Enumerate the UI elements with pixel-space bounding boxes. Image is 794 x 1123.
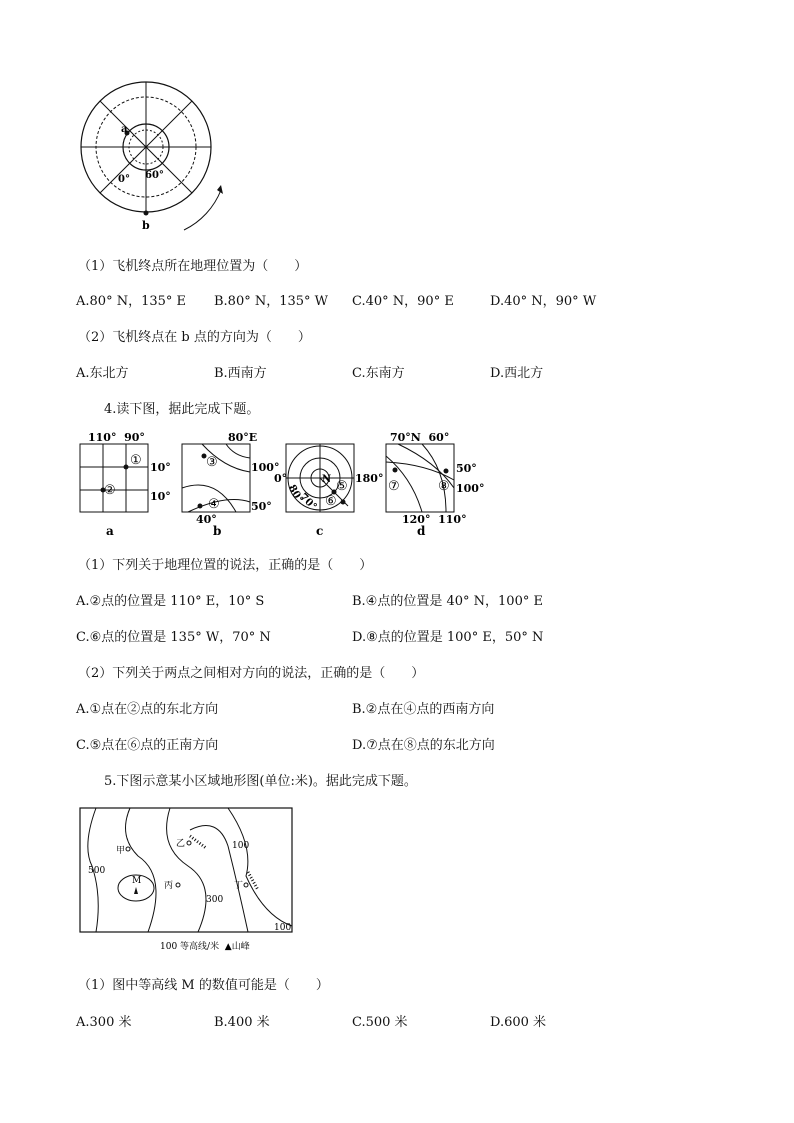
fig-a-r1: 10° <box>150 461 171 474</box>
q4-sub1-opt-c: C.⑥点的位置是 135° W，70° N <box>76 630 271 645</box>
fig-b-top: 80°E <box>228 431 258 444</box>
q3-sub2: （2）飞机终点在 b 点的方向为（ ） <box>78 330 311 345</box>
fig-a-p1: ① <box>130 453 142 468</box>
q4-sub2: （2）下列关于两点之间相对方向的说法，正确的是（ ） <box>78 666 425 681</box>
map-legend: 100 等高线/米 ▲山峰 <box>160 942 250 952</box>
contour-map <box>78 806 298 954</box>
fig-b-r2: 50° <box>251 500 272 513</box>
fig-c-left: 0° <box>274 472 288 485</box>
label-b: b <box>142 219 150 232</box>
fig-b-p3: ③ <box>206 455 218 470</box>
map-v300: 300 <box>206 895 224 905</box>
fig-d-r2: 100° <box>456 482 485 495</box>
q4-sub1-opt-d: D.⑧点的位置是 100° E，50° N <box>352 630 544 645</box>
map-v100a: 100 <box>232 841 250 851</box>
fig-b-p4: ④ <box>208 497 220 512</box>
q3-sub1-opt-c: C.40° N，90° E <box>352 294 454 309</box>
fig-a-p2: ② <box>104 483 116 498</box>
q4-stem: 4.读下图，据此完成下题。 <box>104 402 260 417</box>
q4-figures <box>76 428 486 540</box>
q5-sub1-opt-b: B.400 米 <box>214 1015 270 1030</box>
fig-a-caption: a <box>106 524 114 538</box>
fig-a-top: 110° 90° <box>88 431 145 444</box>
polar-figure <box>76 80 226 240</box>
q3-sub1-opt-b: B.80° N，135° W <box>214 294 329 309</box>
map-ding: 丁 <box>234 881 244 891</box>
q3-sub1: （1）飞机终点所在地理位置为（ ） <box>78 259 308 274</box>
q4-sub1-opt-b: B.④点的位置是 40° N，100° E <box>352 594 543 609</box>
q4-sub2-opt-d: D.⑦点在⑧点的东北方向 <box>352 738 495 753</box>
fig-d-top: 70°N 60° <box>390 431 450 444</box>
q4-sub2-opt-b: B.②点在④点的西南方向 <box>352 702 495 717</box>
fig-c-right: 180° <box>355 472 384 485</box>
q4-sub1-opt-a: A.②点的位置是 110° E，10° S <box>76 594 265 609</box>
q3-sub1-opt-d: D.40° N，90° W <box>490 294 597 309</box>
fig-c-p6: ⑥ <box>325 494 337 509</box>
map-v100b: 100 <box>274 923 292 933</box>
label-0: 0° <box>118 174 130 185</box>
q4-sub2-opt-a: A.①点在②点的东北方向 <box>76 702 219 717</box>
fig-b-r1: 100° <box>251 461 280 474</box>
fig-b-caption: b <box>213 524 222 538</box>
q3-sub2-opt-b: B.西南方 <box>214 366 267 381</box>
fig-c-p5: ⑤ <box>336 479 348 494</box>
map-v500: 500 <box>88 866 106 876</box>
fig-d-bottom: 120° 110° <box>402 513 467 526</box>
fig-b-bottom: 40° <box>196 513 217 526</box>
map-bing: 丙 <box>164 881 174 891</box>
label-a: a <box>121 124 128 135</box>
fig-d-p8: ⑧ <box>438 479 450 494</box>
fig-c-arc1: 80° <box>285 483 305 505</box>
fig-d-caption: d <box>417 524 426 538</box>
q5-sub1-opt-a: A.300 米 <box>76 1015 132 1030</box>
q3-sub2-opt-c: C.东南方 <box>352 366 405 381</box>
fig-c-center: N <box>322 474 332 485</box>
fig-d-r1: 50° <box>456 462 477 475</box>
q3-sub2-opt-d: D.西北方 <box>490 366 544 381</box>
q3-sub2-opt-a: A.东北方 <box>76 366 129 381</box>
q5-sub1-opt-d: D.600 米 <box>490 1015 547 1030</box>
q3-sub1-opt-a: A.80° N，135° E <box>76 294 187 309</box>
fig-c-caption: c <box>316 524 324 538</box>
label-60: 60° <box>145 170 164 181</box>
fig-a-r2: 10° <box>150 490 171 503</box>
map-m: M <box>132 876 142 886</box>
q5-sub1: （1）图中等高线 M 的数值可能是（ ） <box>78 978 329 993</box>
q4-sub2-opt-c: C.⑤点在⑥点的正南方向 <box>76 738 219 753</box>
fig-d-p7: ⑦ <box>388 479 400 494</box>
map-yi: 乙 <box>176 839 186 849</box>
q4-sub1: （1）下列关于地理位置的说法，正确的是（ ） <box>78 558 373 573</box>
q5-sub1-opt-c: C.500 米 <box>352 1015 408 1030</box>
q5-stem: 5.下图示意某小区域地形图(单位:米)。据此完成下题。 <box>104 774 417 789</box>
map-jia: 甲 <box>116 846 126 856</box>
fig-c-arc2: 70° <box>297 491 319 513</box>
